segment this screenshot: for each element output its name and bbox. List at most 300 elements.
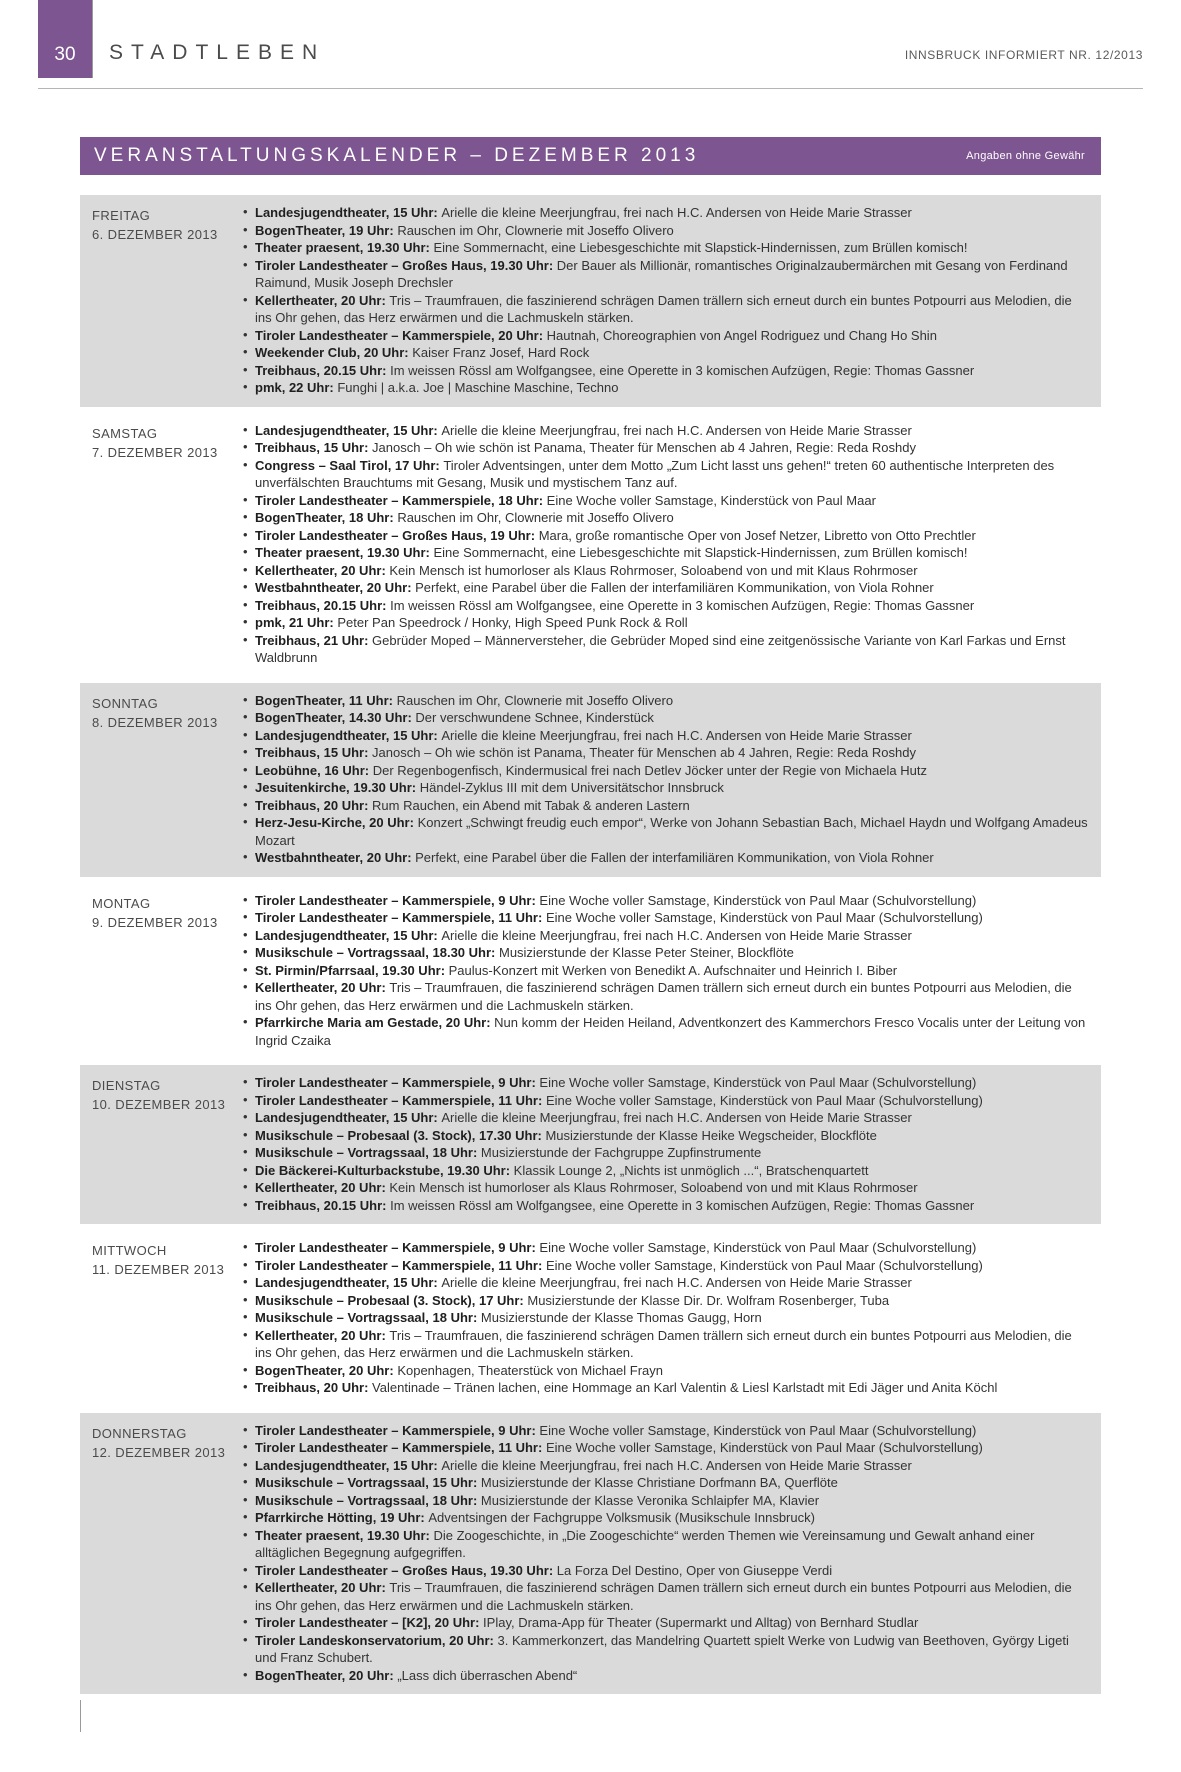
bullet-icon: • [243, 1456, 248, 1472]
event-item [242, 1614, 1091, 1632]
event-list [242, 692, 1091, 867]
bullet-icon: • [243, 814, 248, 829]
event-list [242, 204, 1091, 397]
bullet-icon: • [243, 761, 248, 777]
bullet-icon: • [243, 421, 248, 437]
bullet-icon: • [243, 1144, 248, 1159]
event-venue-time: BogenTheater, 20 Uhr: [255, 1667, 398, 1683]
event-venue-time: Kellertheater, 20 Uhr: [255, 292, 390, 308]
event-calendar [80, 195, 1101, 1694]
bullet-icon: • [243, 1474, 248, 1489]
event-item [242, 727, 1091, 745]
event-description: Gebrüder Moped – Männerversteher, die Gebrüder Moped sind eine zeitgenössische Variante von Karl Farkas und Ernst Waldbrunn [255, 632, 1066, 665]
event-description: Arielle die kleine Meerjungfrau, frei nach H.C. Andersen von Heide Marie Strasser [441, 1275, 912, 1290]
event-venue-time: Landesjugendtheater, 15 Uhr: [255, 205, 442, 220]
event-description: Eine Woche voller Samstage, Kinderstück von Paul Maar (Schulvorstellung) [539, 892, 977, 908]
bullet-icon: • [243, 1291, 248, 1307]
bullet-icon: • [243, 1631, 248, 1647]
event-item [242, 1632, 1091, 1667]
event-description: Musizierstunde der Klasse Thomas Gaugg, Horn [480, 1310, 762, 1325]
event-list [242, 1074, 1091, 1214]
event-item [242, 1667, 1091, 1685]
event-venue-time: Tiroler Landestheater – Kammerspiele, 11 Uhr: [255, 1440, 546, 1455]
bullet-icon: • [243, 579, 248, 594]
bullet-icon: • [243, 1074, 248, 1089]
event-venue-time: Kellertheater, 20 Uhr: [255, 1580, 390, 1595]
event-description: Tiroler Adventsingen, unter dem Motto „Zum Licht lasst uns gehen!“ treten 60 authentische Interpreten des unverfälschten Brauchtums mit Gesang, Musik und mystischem Tanz auf. [255, 457, 1055, 490]
event-item [242, 1109, 1091, 1127]
bullet-icon: • [243, 1379, 248, 1394]
event-item [242, 439, 1091, 457]
event-description: Mara, große romantische Oper von Josef Netzer, Libretto von Otto Prechtler [538, 527, 976, 543]
event-item [242, 422, 1091, 440]
event-description: Rauschen im Ohr, Clownerie mit Joseffo Olivero [396, 692, 674, 708]
bullet-icon: • [243, 926, 248, 942]
day-section [80, 683, 1101, 877]
page-header [0, 0, 1181, 78]
event-description: Eine Woche voller Samstage, Kinderstück von Paul Maar (Schulvorstellung) [539, 1240, 977, 1255]
bullet-icon: • [243, 379, 248, 394]
event-venue-time: pmk, 22 Uhr: [255, 380, 338, 395]
event-description: Eine Woche voller Samstage, Kinderstück von Paul Maar (Schulvorstellung) [539, 1422, 977, 1438]
event-item [242, 797, 1091, 815]
event-venue-time: Landesjugendtheater, 15 Uhr: [255, 422, 442, 438]
event-item [242, 962, 1091, 980]
day-label [92, 1074, 242, 1214]
event-item [242, 1179, 1091, 1197]
bullet-icon: • [243, 291, 248, 307]
event-item [242, 1292, 1091, 1310]
bullet-icon: • [243, 1491, 248, 1507]
event-item [242, 292, 1091, 327]
event-venue-time: Musikschule – Probesaal (3. Stock), 17 Uhr: [255, 1292, 528, 1308]
event-venue-time: Tiroler Landestheater – Kammerspiele, 9 Uhr: [255, 1422, 540, 1438]
event-description: Der verschwundene Schnee, Kinderstück [415, 710, 654, 725]
event-item [242, 944, 1091, 962]
event-description: Kein Mensch ist humorloser als Klaus Rohrmoser, Soloabend von und mit Klaus Rohrmoser [389, 1180, 918, 1195]
event-description: Im weissen Rössl am Wolfgangsee, eine Operette in 3 komischen Aufzügen, Regie: Thomas Gassner [390, 597, 975, 613]
event-venue-time: Tiroler Landestheater – Kammerspiele, 9 Uhr: [255, 1075, 540, 1090]
event-description: La Forza Del Destino, Oper von Giuseppe Verdi [556, 1562, 833, 1578]
bullet-icon: • [243, 1666, 248, 1682]
event-description: Musizierstunde der Klasse Dir. Dr. Wolfram Rosenberger, Tuba [527, 1292, 890, 1308]
event-description: Eine Woche voller Samstage, Kinderstück von Paul Maar (Schulvorstellung) [545, 910, 983, 925]
event-venue-time: Landesjugendtheater, 15 Uhr: [255, 1275, 442, 1290]
event-item [242, 692, 1091, 710]
bullet-icon: • [243, 326, 248, 342]
bullet-icon: • [243, 361, 248, 377]
bullet-icon: • [243, 726, 248, 742]
bullet-icon: • [243, 961, 248, 977]
event-description: Arielle die kleine Meerjungfrau, frei nach H.C. Andersen von Heide Marie Strasser [441, 1457, 912, 1473]
event-description: Funghi | a.k.a. Joe | Maschine Maschine, Techno [337, 380, 619, 395]
event-venue-time: Landesjugendtheater, 15 Uhr: [255, 727, 442, 743]
event-description: Der Bauer als Millionär, romantisches Originalzaubermärchen mit Gesang von Ferdinand Raimund, Musik Joseph Drechsler [255, 257, 1068, 290]
event-item [242, 909, 1091, 927]
bullet-icon: • [243, 1239, 248, 1254]
event-venue-time: Treibhaus, 20 Uhr: [255, 1380, 373, 1395]
event-item [242, 1144, 1091, 1162]
event-item [242, 1509, 1091, 1527]
event-venue-time: Congress – Saal Tirol, 17 Uhr: [255, 457, 444, 473]
event-item [242, 1379, 1091, 1397]
bullet-icon: • [243, 1509, 248, 1524]
bullet-icon: • [243, 256, 248, 272]
bullet-icon: • [243, 614, 248, 629]
event-item [242, 632, 1091, 667]
event-item [242, 239, 1091, 257]
event-description: Janosch – Oh wie schön ist Panama, Theater für Menschen ab 4 Jahren, Regie: Reda Roshdy [372, 745, 916, 760]
event-venue-time: BogenTheater, 20 Uhr: [255, 1362, 398, 1378]
event-item [242, 597, 1091, 615]
event-item [242, 709, 1091, 727]
bullet-icon: • [243, 1109, 248, 1124]
day-section [80, 1065, 1101, 1224]
event-venue-time: Tiroler Landeskonservatorium, 20 Uhr: [255, 1632, 498, 1648]
event-venue-time: pmk, 21 Uhr: [255, 615, 338, 630]
event-item [242, 927, 1091, 945]
bullet-icon: • [243, 561, 248, 577]
bullet-icon: • [243, 1274, 248, 1289]
bullet-icon: • [243, 239, 248, 254]
event-venue-time: BogenTheater, 14.30 Uhr: [255, 710, 416, 725]
event-description: Kopenhagen, Theaterstück von Michael Frayn [397, 1362, 664, 1378]
event-description: Adventsingen der Fachgruppe Volksmusik (Musikschule Innsbruck) [428, 1510, 815, 1525]
event-item [242, 457, 1091, 492]
event-venue-time: Musikschule – Vortragssaal, 18.30 Uhr: [255, 945, 499, 960]
event-venue-time: BogenTheater, 18 Uhr: [255, 510, 398, 525]
event-venue-time: Treibhaus, 15 Uhr: [255, 745, 373, 760]
event-item [242, 814, 1091, 849]
event-venue-time: Musikschule – Vortragssaal, 18 Uhr: [255, 1145, 481, 1160]
day-date: 6. DEZEMBER 2013 [92, 227, 218, 242]
event-description: Paulus-Konzert mit Werken von Benedikt A. Aufschnaiter und Heinrich I. Biber [448, 962, 898, 978]
bullet-icon: • [243, 1091, 248, 1107]
event-item [242, 1127, 1091, 1145]
event-venue-time: Tiroler Landestheater – Kammerspiele, 18 Uhr: [255, 492, 547, 508]
event-description: Arielle die kleine Meerjungfrau, frei nach H.C. Andersen von Heide Marie Strasser [441, 1110, 912, 1125]
event-venue-time: Musikschule – Vortragssaal, 18 Uhr: [255, 1492, 481, 1508]
event-venue-time: Musikschule – Probesaal (3. Stock), 17.30 Uhr: [255, 1127, 546, 1143]
event-item [242, 1074, 1091, 1092]
bullet-icon: • [243, 1014, 248, 1029]
bullet-icon: • [243, 909, 248, 924]
event-item [242, 1492, 1091, 1510]
bullet-icon: • [243, 1161, 248, 1177]
event-list [242, 892, 1091, 1050]
header-left [38, 0, 325, 78]
event-item [242, 579, 1091, 597]
day-date: 7. DEZEMBER 2013 [92, 444, 218, 460]
day-section [80, 1413, 1101, 1695]
bullet-icon: • [243, 1361, 248, 1377]
event-item [242, 1439, 1091, 1457]
day-section [80, 883, 1101, 1060]
event-description: Kaiser Franz Josef, Hard Rock [412, 345, 590, 360]
event-item [242, 762, 1091, 780]
day-name: MITTWOCH [92, 1243, 167, 1258]
event-description: Janosch – Oh wie schön ist Panama, Theater für Menschen ab 4 Jahren, Regie: Reda Roshdy [372, 440, 916, 455]
bullet-icon: • [243, 796, 248, 812]
event-item [242, 492, 1091, 510]
event-venue-time: Tiroler Landestheater – Großes Haus, 19 Uhr: [255, 527, 539, 543]
bullet-icon: • [243, 544, 248, 559]
event-venue-time: Westbahntheater, 20 Uhr: [255, 580, 416, 595]
event-item [242, 744, 1091, 762]
day-label [92, 692, 242, 867]
day-section [80, 1230, 1101, 1407]
event-description: Tris – Traumfrauen, die faszinierend schrägen Damen trällern sich erneut durch ein buntes Potpourri aus Melodien, die ins Ohr gehen, das Herz erwärmen und die Lachmuskeln stärken. [255, 292, 1072, 325]
event-description: Musizierstunde der Klasse Peter Steiner, Blockflöte [498, 945, 794, 960]
event-item [242, 544, 1091, 562]
event-venue-time: Landesjugendtheater, 15 Uhr: [255, 1457, 442, 1473]
day-label [92, 204, 242, 397]
bullet-icon: • [243, 509, 248, 524]
bullet-icon: • [243, 849, 248, 864]
event-description: Eine Woche voller Samstage, Kinderstück von Paul Maar (Schulvorstellung) [545, 1092, 983, 1108]
calendar-banner [80, 137, 1101, 175]
bullet-icon: • [243, 456, 248, 472]
day-name: SAMSTAG [92, 425, 158, 441]
day-date: 8. DEZEMBER 2013 [92, 714, 218, 730]
event-venue-time: Tiroler Landestheater – Kammerspiele, 11 Uhr: [255, 1092, 546, 1108]
day-name: FREITAG [92, 208, 151, 223]
event-item [242, 1474, 1091, 1492]
event-venue-time: Herz-Jesu-Kirche, 20 Uhr: [255, 815, 418, 830]
event-item [242, 849, 1091, 867]
event-venue-time: Landesjugendtheater, 15 Uhr: [255, 927, 442, 943]
event-description: Eine Sommernacht, eine Liebesgeschichte mit Slapstick-Hindernissen, zum Brüllen komisch! [433, 545, 968, 560]
event-item [242, 527, 1091, 545]
event-venue-time: Treibhaus, 20.15 Uhr: [255, 1197, 391, 1213]
event-venue-time: Theater praesent, 19.30 Uhr: [255, 240, 434, 255]
event-description: Händel-Zyklus III mit dem Universitätschor Innsbruck [419, 780, 724, 795]
day-section [80, 195, 1101, 407]
event-description: Rauschen im Ohr, Clownerie mit Joseffo Olivero [397, 510, 674, 525]
event-item [242, 204, 1091, 222]
event-venue-time: Treibhaus, 20.15 Uhr: [255, 362, 391, 378]
event-venue-time: Die Bäckerei-Kulturbackstube, 19.30 Uhr: [255, 1162, 514, 1178]
bullet-icon: • [243, 631, 248, 647]
bullet-icon: • [243, 491, 248, 507]
event-item [242, 362, 1091, 380]
event-item [242, 979, 1091, 1014]
bullet-icon: • [243, 1179, 248, 1194]
day-name: DONNERSTAG [92, 1425, 187, 1441]
event-description: Im weissen Rössl am Wolfgangsee, eine Operette in 3 komischen Aufzügen, Regie: Thomas Gassner [390, 362, 975, 378]
event-description: Musizierstunde der Fachgruppe Zupfinstrumente [480, 1145, 762, 1160]
bullet-icon: • [243, 1326, 248, 1342]
event-item [242, 1362, 1091, 1380]
event-description: Konzert „Schwingt freudig euch empor“, Werke von Johann Sebastian Bach, Michael Haydn und Wolfgang Amadeus Mozart [255, 815, 1088, 848]
event-item [242, 562, 1091, 580]
event-description: Perfekt, eine Parabel über die Fallen der interfamiliären Kommunikation, von Viola Rohner [415, 580, 934, 595]
day-name: SONNTAG [92, 695, 159, 711]
event-venue-time: Tiroler Landestheater – Kammerspiele, 9 Uhr: [255, 892, 540, 908]
event-description: Eine Sommernacht, eine Liebesgeschichte mit Slapstick-Hindernissen, zum Brüllen komisch! [433, 240, 968, 255]
day-label [92, 892, 242, 1050]
page-number-box [38, 0, 92, 78]
event-description: Klassik Lounge 2, „Nichts ist unmöglich ...“, Bratschenquartett [513, 1162, 869, 1178]
bullet-icon: • [243, 891, 248, 907]
event-description: Eine Woche voller Samstage, Kinderstück von Paul Maar (Schulvorstellung) [539, 1075, 977, 1090]
event-description: Eine Woche voller Samstage, Kinderstück von Paul Maar [546, 492, 876, 508]
event-item [242, 1092, 1091, 1110]
bullet-icon: • [243, 526, 248, 542]
event-description: Musizierstunde der Klasse Christiane Dorfmann BA, Querflöte [480, 1475, 838, 1490]
event-description: Valentinade – Tränen lachen, eine Hommage an Karl Valentin & Liesl Karlstadt mit Edi Jäger und Anita Köchl [372, 1380, 998, 1395]
event-description: Perfekt, eine Parabel über die Fallen der interfamiliären Kommunikation, von Viola Rohner [415, 850, 934, 865]
bullet-icon: • [243, 439, 248, 454]
event-item [242, 1527, 1091, 1562]
bullet-icon: • [243, 1526, 248, 1542]
event-description: Die Zoogeschichte, in „Die Zoogeschichte“ werden Themen wie Vereinsamung und Gewalt anhand einer alltäglichen Begegnung aufgegriffen. [255, 1527, 1035, 1560]
day-date: 12. DEZEMBER 2013 [92, 1444, 226, 1460]
event-venue-time: Tiroler Landestheater – Kammerspiele, 9 Uhr: [255, 1240, 540, 1255]
bullet-icon: • [243, 944, 248, 959]
event-item [242, 1309, 1091, 1327]
event-description: Der Regenbogenfisch, Kindermusical frei nach Detlev Jöcker unter der Regie von Michaela Hutz [372, 762, 927, 778]
calendar-banner-title: VERANSTALTUNGSKALENDER – DEZEMBER 2013 [94, 145, 700, 166]
section-title: STADTLEBEN [109, 41, 326, 64]
bullet-icon: • [243, 1309, 248, 1324]
event-venue-time: Westbahntheater, 20 Uhr: [255, 850, 416, 865]
event-item [242, 1257, 1091, 1275]
bullet-icon: • [243, 979, 248, 994]
event-description: Arielle die kleine Meerjungfrau, frei nach H.C. Andersen von Heide Marie Strasser [441, 727, 912, 743]
day-label [92, 1422, 242, 1685]
event-item [242, 1579, 1091, 1614]
event-item [242, 1014, 1091, 1049]
event-venue-time: Treibhaus, 15 Uhr: [255, 440, 373, 455]
event-venue-time: Theater praesent, 19.30 Uhr: [255, 545, 434, 560]
event-venue-time: Musikschule – Vortragssaal, 15 Uhr: [255, 1475, 481, 1490]
event-item [242, 257, 1091, 292]
bullet-icon: • [243, 221, 248, 237]
bullet-icon: • [243, 1614, 248, 1629]
event-item [242, 327, 1091, 345]
day-date: 9. DEZEMBER 2013 [92, 914, 218, 930]
bottom-column-rule [80, 1700, 81, 1732]
event-venue-time: Kellertheater, 20 Uhr: [255, 1180, 390, 1195]
bullet-icon: • [243, 204, 248, 219]
day-name: MONTAG [92, 895, 151, 911]
event-description: Rum Rauchen, ein Abend mit Tabak & anderen Lastern [372, 797, 690, 813]
event-item [242, 379, 1091, 397]
event-description: Tris – Traumfrauen, die faszinierend schrägen Damen trällern sich erneut durch ein buntes Potpourri aus Melodien, die ins Ohr gehen, das Herz erwärmen und die Lachmuskeln stärken. [255, 980, 1072, 1013]
event-item [242, 614, 1091, 632]
event-venue-time: Pfarrkirche Hötting, 19 Uhr: [255, 1510, 429, 1525]
day-name: DIENSTAG [92, 1078, 161, 1093]
event-item [242, 779, 1091, 797]
event-description: Im weissen Rössl am Wolfgangsee, eine Operette in 3 komischen Aufzügen, Regie: Thomas Gassner [390, 1197, 975, 1213]
day-date: 10. DEZEMBER 2013 [92, 1097, 226, 1112]
event-description: Kein Mensch ist humorloser als Klaus Rohrmoser, Soloabend von und mit Klaus Rohrmoser [389, 562, 918, 578]
event-venue-time: Tiroler Landestheater – Kammerspiele, 20 Uhr: [255, 327, 547, 343]
event-list [242, 422, 1091, 667]
event-description: Peter Pan Speedrock / Honky, High Speed Punk Rock & Roll [337, 615, 688, 630]
bullet-icon: • [243, 1196, 248, 1212]
bullet-icon: • [243, 779, 248, 794]
event-venue-time: Kellertheater, 20 Uhr: [255, 562, 390, 578]
event-venue-time: Tiroler Landestheater – Großes Haus, 19.30 Uhr: [255, 257, 557, 273]
bullet-icon: • [243, 1561, 248, 1577]
bullet-icon: • [243, 1126, 248, 1142]
event-item [242, 1562, 1091, 1580]
issue-info: INNSBRUCK INFORMIERT NR. 12/2013 [904, 48, 1143, 62]
event-venue-time: Treibhaus, 20 Uhr: [255, 797, 373, 813]
event-description: Arielle die kleine Meerjungfrau, frei nach H.C. Andersen von Heide Marie Strasser [441, 927, 912, 943]
event-venue-time: Tiroler Landestheater – [K2], 20 Uhr: [255, 1615, 484, 1630]
event-description: 3. Kammerkonzert, das Mandelring Quartett spielt Werke von Ludwig van Beethoven, György Ligeti und Franz Schubert. [255, 1632, 1069, 1665]
event-venue-time: Musikschule – Vortragssaal, 18 Uhr: [255, 1310, 481, 1325]
bullet-icon: • [243, 709, 248, 724]
event-item [242, 222, 1091, 240]
calendar-banner-note: Angaben ohne Gewähr [966, 150, 1085, 162]
event-item [242, 1274, 1091, 1292]
day-section [80, 413, 1101, 677]
bullet-icon: • [243, 596, 248, 612]
event-item [242, 1162, 1091, 1180]
day-label [92, 422, 242, 667]
event-description: Hautnah, Choreographien von Angel Rodriguez und Chang Ho Shin [546, 327, 937, 343]
day-date: 11. DEZEMBER 2013 [92, 1262, 225, 1277]
event-item [242, 1422, 1091, 1440]
bullet-icon: • [243, 1439, 248, 1454]
event-venue-time: Jesuitenkirche, 19.30 Uhr: [255, 780, 420, 795]
event-venue-time: Landesjugendtheater, 15 Uhr: [255, 1110, 442, 1125]
event-item [242, 892, 1091, 910]
event-item [242, 509, 1091, 527]
event-venue-time: St. Pirmin/Pfarrsaal, 19.30 Uhr: [255, 962, 449, 978]
bullet-icon: • [243, 1421, 248, 1437]
event-description: Nun komm der Heiden Heiland, Adventkonzert des Kammerchors Fresco Vocalis unter der Leitung von Ingrid Czaika [255, 1015, 1086, 1048]
day-label [92, 1239, 242, 1397]
event-description: Musizierstunde der Klasse Veronika Schlaipfer MA, Klavier [480, 1492, 820, 1508]
event-venue-time: Tiroler Landestheater – Großes Haus, 19.30 Uhr: [255, 1562, 557, 1578]
event-venue-time: Kellertheater, 20 Uhr: [255, 1327, 390, 1343]
event-description: Musizierstunde der Klasse Heike Wegscheider, Blockflöte [545, 1127, 877, 1143]
event-venue-time: Theater praesent, 19.30 Uhr: [255, 1527, 434, 1543]
event-description: Arielle die kleine Meerjungfrau, frei nach H.C. Andersen von Heide Marie Strasser [441, 205, 912, 220]
event-venue-time: Pfarrkirche Maria am Gestade, 20 Uhr: [255, 1015, 495, 1030]
event-list [242, 1239, 1091, 1397]
event-description: Eine Woche voller Samstage, Kinderstück von Paul Maar (Schulvorstellung) [545, 1257, 983, 1273]
event-venue-time: Weekender Club, 20 Uhr: [255, 345, 413, 360]
event-description: Rauschen im Ohr, Clownerie mit Joseffo Olivero [397, 222, 674, 238]
event-list [242, 1422, 1091, 1685]
event-venue-time: Tiroler Landestheater – Kammerspiele, 11 Uhr: [255, 1257, 546, 1273]
event-venue-time: BogenTheater, 11 Uhr: [255, 692, 397, 708]
event-venue-time: Leobühne, 16 Uhr: [255, 762, 373, 778]
event-venue-time: Treibhaus, 20.15 Uhr: [255, 597, 391, 613]
event-item [242, 1197, 1091, 1215]
event-description: Tris – Traumfrauen, die faszinierend schrägen Damen trällern sich erneut durch ein buntes Potpourri aus Melodien, die ins Ohr gehen, das Herz erwärmen und die Lachmuskeln stärken. [255, 1580, 1072, 1613]
event-description: Eine Woche voller Samstage, Kinderstück von Paul Maar (Schulvorstellung) [545, 1440, 983, 1455]
bullet-icon: • [243, 744, 248, 759]
event-venue-time: BogenTheater, 19 Uhr: [255, 222, 398, 238]
event-item [242, 344, 1091, 362]
event-description: IPlay, Drama-App für Theater (Supermarkt und Alltag) von Bernhard Studlar [483, 1615, 919, 1630]
event-venue-time: Kellertheater, 20 Uhr: [255, 980, 390, 995]
event-item [242, 1239, 1091, 1257]
event-description: Tris – Traumfrauen, die faszinierend schrägen Damen trällern sich erneut durch ein buntes Potpourri aus Melodien, die ins Ohr gehen, das Herz erwärmen und die Lachmuskeln stärken. [255, 1327, 1072, 1360]
bullet-icon: • [243, 1256, 248, 1272]
bullet-icon: • [243, 691, 248, 707]
event-description: Arielle die kleine Meerjungfrau, frei nach H.C. Andersen von Heide Marie Strasser [441, 422, 912, 438]
event-venue-time: Tiroler Landestheater – Kammerspiele, 11 Uhr: [255, 910, 546, 925]
bullet-icon: • [243, 344, 248, 359]
